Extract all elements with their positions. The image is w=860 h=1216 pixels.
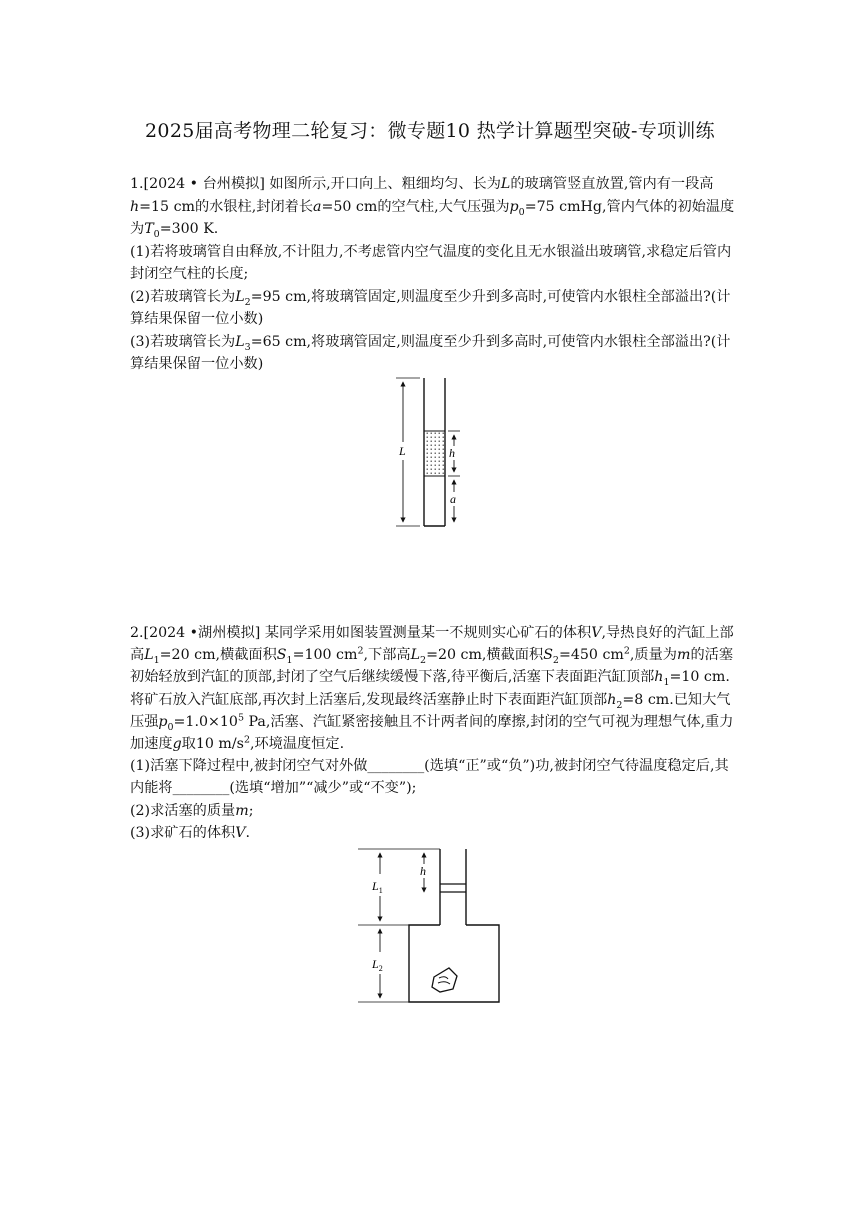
label-h: h — [449, 446, 455, 460]
question-1 — [130, 173, 740, 376]
answer-blank[interactable]: ________ — [172, 780, 230, 797]
question-2 — [130, 622, 740, 844]
page-title: 2025届高考物理二轮复习：微专题10 热学计算题型突破-专项训练 — [145, 120, 715, 142]
label-L1: $L_1$ — [372, 879, 383, 895]
ore-rock — [432, 968, 457, 992]
glass-tube-figure — [390, 376, 470, 528]
subquestion-2: (2)求活塞的质量m; — [130, 802, 254, 819]
subquestion-2: (2)若玻璃管长为$L_2=95$ cm,将玻璃管固定,则温度至少升到多高时,可使管内水银柱全部溢出?(计算结果保留一位小数) — [130, 288, 731, 327]
label-a: a — [450, 492, 456, 506]
subquestion-3: (3)求矿石的体积V. — [130, 824, 250, 841]
question-2-stem: 2.[2024 •湖州模拟] 某同学采用如图装置测量某一不规则实心矿石的体积V,导热良好的汽缸上部高$L_1=20$ cm,横截面积$S_1=100$ $cm^2$,下部高$L_2=20$ cm,横截面积$S_2=450$ $cm^2$,质量为m的活塞初始轻放到汽缸的顶部,封闭了空气后继续缓慢下落,待平衡后,活塞下表面距汽缸顶部$h_1=10$ cm.将矿石放入汽缸底部,再次封上活塞后,发现最终活塞静止时下表面距汽缸顶部$h_2=8$ cm.已知大气压强$p_0=1.0\times 10^5$ Pa,活塞、汽缸紧密接触且不计两者间的摩擦,封闭的空气可视为理想气体,重力加速度g取10 $m/s^2$,环境温度恒定. — [130, 625, 734, 753]
cylinder-figure — [356, 846, 506, 1006]
question-source: 2.[2024 •湖州模拟] — [130, 625, 261, 641]
label-L: L — [399, 444, 406, 458]
question-source: 1.[2024 • 台州模拟] — [130, 176, 265, 192]
subquestion-3: (3)若玻璃管长为$L_3=65$ cm,将玻璃管固定,则温度至少升到多高时,可使管内水银柱全部溢出?(计算结果保留一位小数) — [130, 333, 731, 372]
question-1-stem: 1.[2024 • 台州模拟] 如图所示,开口向上、粗细均匀、长为L的玻璃管竖直放置,管内有一段高h=15 cm的水银柱,封闭着长a=50 cm的空气柱,大气压强为$p_0=75$ cmHg,管内气体的初始温度为$T_0=300$ K. — [130, 176, 735, 240]
answer-blank[interactable]: ________ — [367, 758, 425, 775]
subquestion-1: (1)活塞下降过程中,被封闭空气对外做________(选填“正”或“负”)功,被封闭空气待温度稳定后,其内能将________(选填“增加”“减少”或“不变”); — [130, 758, 729, 797]
label-h: h — [420, 864, 426, 878]
subquestion-1: (1)若将玻璃管自由释放,不计阻力,不考虑管内空气温度的变化且无水银溢出玻璃管,求稳定后管内封闭空气柱的长度; — [130, 243, 732, 282]
mercury-column — [424, 431, 445, 476]
lower-cylinder — [409, 925, 499, 1002]
label-L2: $L_2$ — [372, 957, 383, 973]
